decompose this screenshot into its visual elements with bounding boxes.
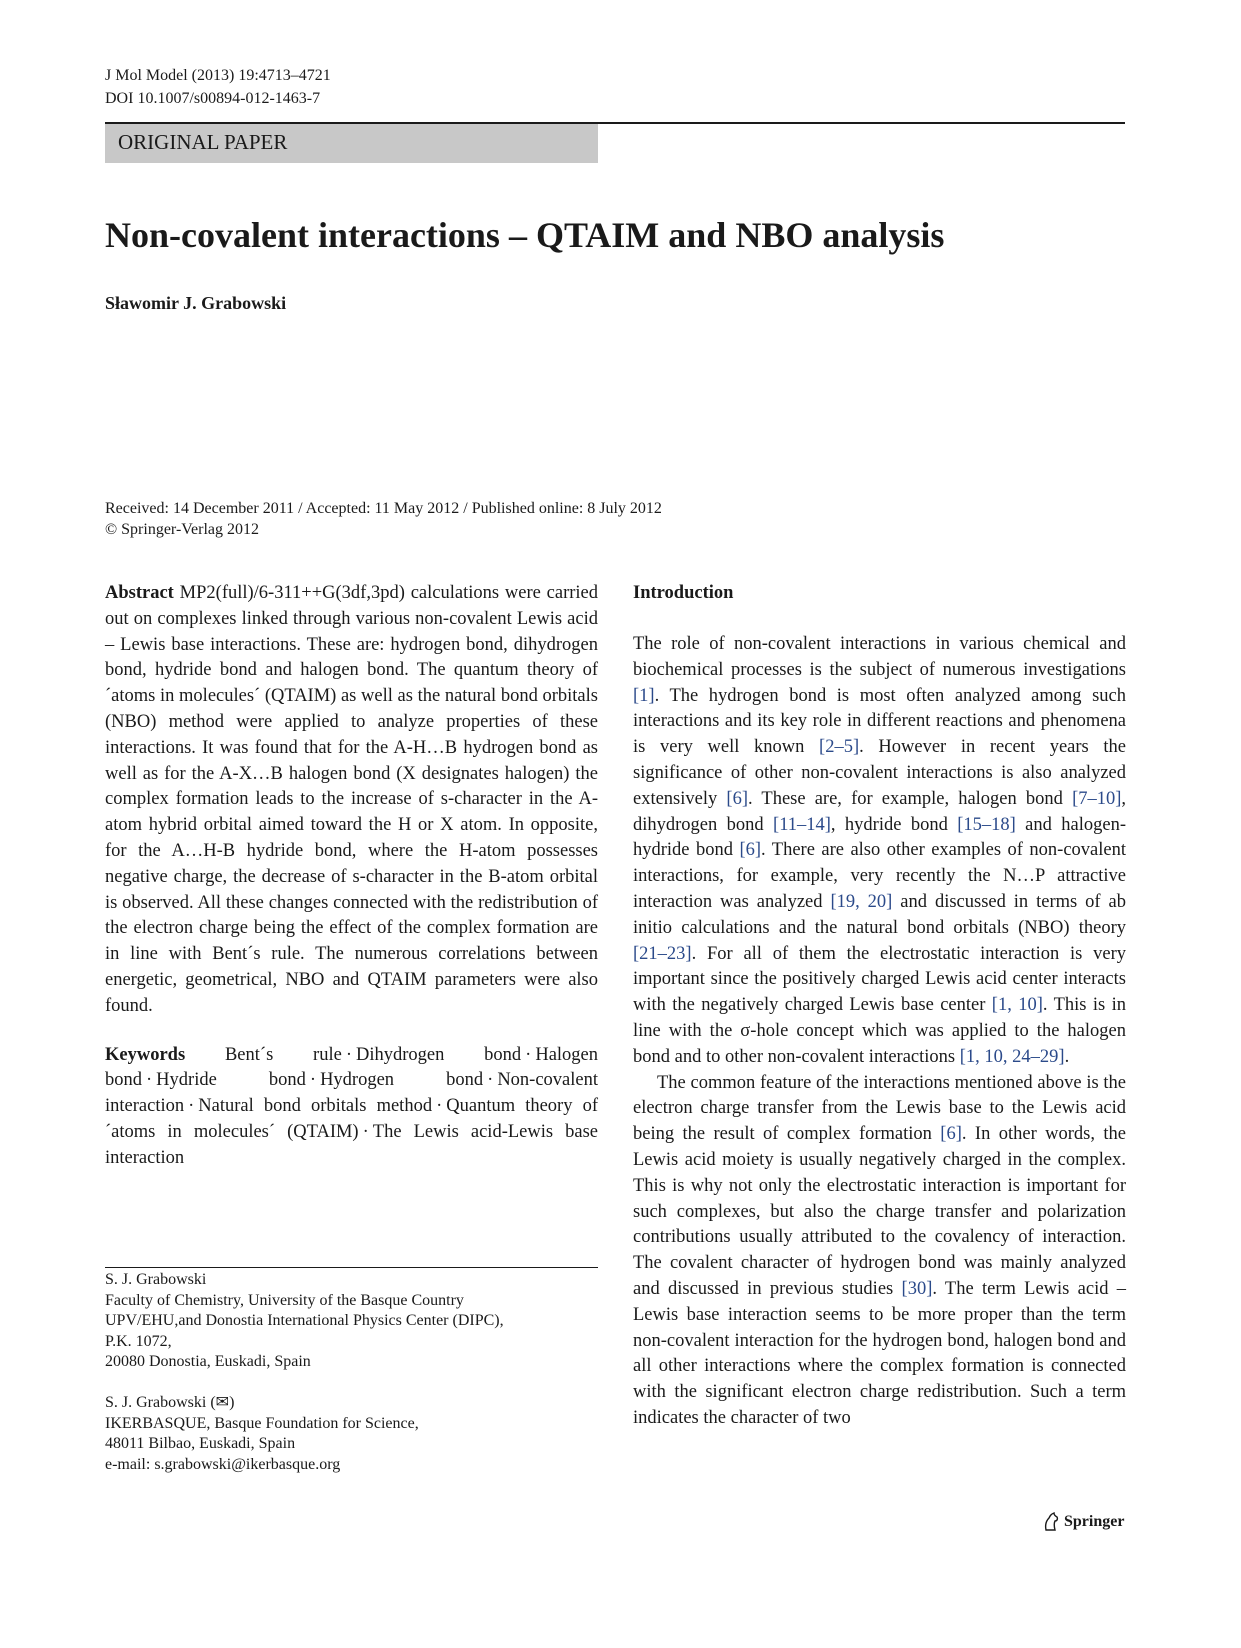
paragraph-text: The role of non-covalent interactions in various chemical and biochemical processes is the subject of numerous investigations bbox=[633, 634, 1126, 680]
citation-link[interactable]: [6] bbox=[726, 788, 748, 809]
keyword: Quantum theory of ´atoms in molecules´ (QTAIM) bbox=[105, 1096, 598, 1142]
publication-dates bbox=[105, 498, 662, 540]
journal-header bbox=[105, 64, 331, 110]
keyword-separator: · bbox=[362, 1121, 369, 1142]
keyword-separator: · bbox=[345, 1044, 352, 1065]
keyword: The Lewis acid-Lewis base interaction bbox=[105, 1121, 599, 1168]
citation-link[interactable]: [1, 10, 24–29] bbox=[959, 1046, 1065, 1067]
citation-link[interactable]: [15–18] bbox=[957, 814, 1016, 835]
introduction-paragraph-1 bbox=[633, 632, 1126, 1071]
citation-link[interactable]: [1] bbox=[633, 685, 655, 706]
section-heading-introduction: Introduction bbox=[633, 583, 734, 603]
affiliation-line: 20080 Donostia, Euskadi, Spain bbox=[105, 1353, 311, 1370]
paragraph-text: . bbox=[1064, 1046, 1070, 1067]
paragraph-text: and halogen-hydride bond bbox=[633, 814, 1126, 861]
paragraph-text: and discussed in terms of ab initio calculations and the natural bond orbitals (NBO) theory bbox=[633, 891, 1126, 938]
keyword-separator: · bbox=[436, 1096, 443, 1117]
keyword: Natural bond orbitals method bbox=[198, 1096, 433, 1117]
affiliation-line: P.K. 1072, bbox=[105, 1332, 172, 1350]
keyword: Halogen bond bbox=[105, 1044, 599, 1091]
keyword: Non-covalent interaction bbox=[105, 1070, 598, 1117]
affiliation-rule bbox=[105, 1267, 598, 1268]
paper-title: Non-covalent interactions – QTAIM and NBO analysis bbox=[105, 215, 945, 255]
affiliation-1 bbox=[105, 1270, 504, 1373]
paragraph-text: . However in recent years the significance of other non-covalent interactions is also analyzed extensively bbox=[633, 737, 1126, 809]
citation-link[interactable]: [7–10] bbox=[1072, 788, 1122, 809]
affiliation-line: Faculty of Chemistry, University of the Basque Country bbox=[105, 1291, 464, 1309]
abstract-label: Abstract bbox=[105, 583, 174, 603]
affiliation-line: e-mail: s.grabowski@ikerbasque.org bbox=[105, 1455, 341, 1473]
paper-type-label: ORIGINAL PAPER bbox=[118, 130, 288, 154]
keyword: Hydrogen bond bbox=[320, 1070, 484, 1091]
affiliation-line: S. J. Grabowski bbox=[105, 1271, 207, 1288]
left-column bbox=[105, 581, 598, 1172]
keywords bbox=[105, 1043, 598, 1172]
citation-link[interactable]: [21–23] bbox=[633, 943, 692, 964]
author-name: Sławomir J. Grabowski bbox=[105, 293, 287, 313]
citation-link[interactable]: [11–14] bbox=[773, 814, 831, 835]
paragraph-text: . For all of them the electrostatic interaction is very important since the positively charged Lewis acid center interacts with the negatively charged Lewis base center bbox=[633, 943, 1126, 1016]
keyword-separator: · bbox=[309, 1070, 317, 1091]
affiliation-line: S. J. Grabowski (✉) bbox=[105, 1394, 235, 1411]
keyword-separator: · bbox=[146, 1070, 153, 1091]
citation-link[interactable]: [2–5] bbox=[819, 737, 860, 758]
paragraph-text: . These are, for example, halogen bond bbox=[747, 788, 1073, 809]
paragraph-text: , hydride bond bbox=[830, 814, 958, 835]
affiliation-line: 48011 Bilbao, Euskadi, Spain bbox=[105, 1435, 296, 1452]
paragraph-text: . This is in line with the σ-hole concept which was applied to the halogen bond and to other non-covalent interactions bbox=[633, 995, 1126, 1067]
citation-link[interactable]: [6] bbox=[940, 1124, 962, 1145]
right-column bbox=[633, 581, 1126, 1432]
keyword: Bent´s rule bbox=[224, 1044, 342, 1065]
keyword-separator: · bbox=[188, 1096, 195, 1117]
citation-link[interactable]: [19, 20] bbox=[830, 891, 893, 912]
copyright: © Springer-Verlag 2012 bbox=[105, 521, 260, 538]
abstract-text: MP2(full)/6-311++G(3df,3pd) calculations were carried out on complexes linked through various non-covalent Lewis acid – Lewis base interactions. These are: hydrogen bond, dihydrogen bond, hydride bond and halogen bond. The quantum theory of ´atoms in molecules´ (QTAIM) as well as the natural bond orbitals (NBO) method were applied to analyze properties of these interactions. It was found that for the A-H…B hydrogen bond as well as for the A-X…B halogen bond (X designates halogen) the complex formation leads to the increase of s-character in the A-atom hybrid orbital aimed toward the H or X atom. In opposite, for the A…H-B hydride bond, where the H-atom possesses negative charge, the decrease of s-character in the B-atom orbital is observed. All these changes connected with the redistribution of the electron charge being the effect of the complex formation are in line with Bent´s rule. The numerous correlations between energetic, geometrical, NBO and QTAIM parameters were also found. bbox=[105, 583, 598, 1016]
paragraph-text: . The term Lewis acid – Lewis base interaction seems to be more proper than the term non-covalent interaction for the hydrogen bond, halogen bond and all other interactions where the complex formation is connected with the significant electron charge redistribution. Such a term indicates the character of two bbox=[633, 1278, 1126, 1428]
affiliation-line: IKERBASQUE, Basque Foundation for Science, bbox=[105, 1414, 419, 1432]
keyword: Hydride bond bbox=[156, 1070, 306, 1091]
publisher-footer bbox=[1042, 1512, 1124, 1532]
doi: DOI 10.1007/s00894-012-1463-7 bbox=[105, 90, 321, 107]
paragraph-text: , dihydrogen bond bbox=[633, 788, 1127, 835]
paragraph-text: . In other words, the Lewis acid moiety is usually negatively charged in the complex. This is why not only the electrostatic interaction is important for such complexes, but also the charge transfer and polarization contributions usually attributed to the covalency of interaction. The covalent character of hydrogen bond was mainly analyzed and discussed in previous studies bbox=[633, 1124, 1126, 1299]
paper-type-banner bbox=[105, 124, 598, 163]
publisher-name: Springer bbox=[1064, 1513, 1125, 1530]
affiliation-2 bbox=[105, 1393, 419, 1475]
paragraph-text: The common feature of the interactions mentioned above is the electron charge transfer from the Lewis base to the Lewis acid being the result of complex formation bbox=[633, 1072, 1126, 1145]
affiliation-line: UPV/EHU,and Donostia International Physics Center (DIPC), bbox=[105, 1312, 504, 1329]
abstract bbox=[105, 581, 598, 1020]
citation-link[interactable]: [6] bbox=[739, 840, 762, 861]
paragraph-text: . The hydrogen bond is most often analyzed among such interactions and its key role in different reactions and phenomena is very well known bbox=[633, 685, 1126, 758]
springer-horse-icon bbox=[1042, 1512, 1060, 1532]
received-accepted-published: Received: 14 December 2011 / Accepted: 11 May 2012 / Published online: 8 July 2012 bbox=[105, 500, 662, 517]
keyword: Dihydrogen bond bbox=[356, 1044, 522, 1065]
paragraph-text: . There are also other examples of non-covalent interactions, for example, very recently the N…P attractive interaction was analyzed bbox=[633, 840, 1126, 912]
keywords-label: Keywords bbox=[105, 1044, 186, 1065]
introduction-paragraph-2 bbox=[633, 1071, 1126, 1432]
keyword-separator: · bbox=[525, 1044, 532, 1065]
citation-link[interactable]: [1, 10] bbox=[991, 995, 1043, 1016]
journal-citation: J Mol Model (2013) 19:4713–4721 bbox=[105, 67, 331, 84]
citation-link[interactable]: [30] bbox=[901, 1278, 933, 1299]
keyword-separator: · bbox=[487, 1070, 494, 1091]
